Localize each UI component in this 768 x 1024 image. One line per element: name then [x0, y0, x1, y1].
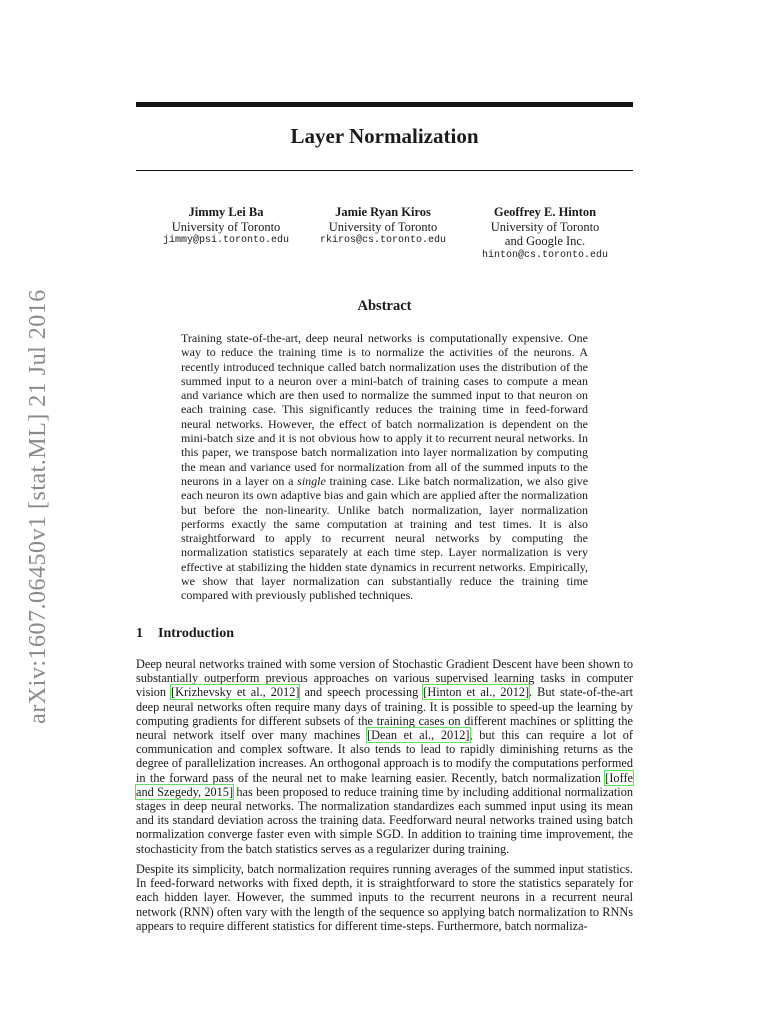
author-affiliation-line-2: and Google Inc.	[504, 234, 586, 248]
author-3	[460, 205, 630, 263]
abstract-emphasis: single	[297, 473, 326, 488]
intro-text: . But state-of-the-art deep neural networks often require many days of training. It is possible to speed-up the learning by computing gradients for different subsets of the training cases on different machines or splitting the neural network itself over many machines	[136, 685, 634, 743]
citation-link[interactable]: [Ioffe and Szegedy, 2015]	[136, 770, 633, 799]
intro-text: , but this can require a lot of communication and complex software. It also tends to lead to rapidly diminishing returns as the degree of parallelization increases. An orthogonal approach is to modify the computations performed in the forward pass of the neural net to make learning easier. Recently, batch normalization	[136, 728, 634, 785]
title-rule-bottom	[136, 170, 633, 171]
abstract-heading: Abstract	[357, 298, 412, 314]
paper-title: Layer Normalization	[290, 124, 479, 148]
author-affiliation: University of Toronto	[328, 219, 438, 234]
author-email: jimmy@psi.toronto.edu	[162, 235, 290, 246]
author-affiliation: University of Toronto	[490, 219, 600, 234]
intro-paragraph-1	[136, 657, 633, 856]
intro-text: has been proposed to reduce training time by including additional normalization stages in deep neural networks. The normalization standardizes each summed input using its mean and its standard deviation across the training data. Feedforward neural networks trained using batch normalization converge faster even with simple SGD. In addition to training time improvement, the stochasticity from the batch statistics serves as a regularizer during training.	[136, 784, 634, 856]
section-heading-introduction	[136, 626, 633, 642]
abstract-text-part-1: Training state-of-the-art, deep neural networks is computationally expensive. One way to reduce the training time is to normalize the activities of the neurons. A recently introduced technique called batch normalization uses the distribution of the summed input to a neuron over a mini-batch of training cases to compute a mean and variance which are then used to normalize the summed input to that neuron on each training case. This significantly reduces the training time in feed-forward neural networks. However, the effect of batch normalization is dependent on the mini-batch size and it is not obvious how to apply it to recurrent neural networks. In this paper, we transpose batch normalization into layer normalization by computing the mean and variance used for normalization from all of the summed inputs to the neurons in a layer on a	[181, 331, 588, 488]
author-name: Jimmy Lei Ba	[188, 205, 264, 219]
author-email: hinton@cs.toronto.edu	[481, 249, 609, 261]
citation-link[interactable]: [Krizhevsky et al., 2012]	[171, 685, 300, 700]
intro-text: Deep neural networks trained with some version of Stochastic Gradient Descent have been shown to substantially outperform previous approaches on various supervised learning tasks in computer vision	[136, 657, 633, 700]
intro-text: and speech processing	[304, 685, 419, 700]
citation-link[interactable]: [Dean et al., 2012]	[367, 728, 470, 743]
intro-paragraph-2: Despite its simplicity, batch normalization requires running averages of the summed input statistics. In feed-forward networks with fixed depth, it is straightforward to store the statistics separately for each hidden layer. However, the summed inputs to the recurrent neurons in a recurrent neural network (RNN) often vary with the length of the sequence so applying batch normalization to RNNs appears to require different statistics for different time-steps. Furthermore, batch normaliza-	[136, 862, 633, 933]
title-rule-top	[136, 102, 633, 107]
citation-link[interactable]: [Hinton et al., 2012]	[423, 685, 530, 700]
abstract-text-part-2: training case. Like batch normalization, we also give each neuron its own adaptive bias and gain which are applied after the normalization but before the non-linearity. Unlike batch normalization, layer normalization performs exactly the same computation at training and test times. It is also straightforward to apply to recurrent neural networks by computing the normalization statistics separately at each time step. Layer normalization is very effective at stabilizing the hidden state dynamics in recurrent networks. Empirically, we show that layer normalization can substantially reduce the training time compared with previously published techniques.	[181, 473, 589, 603]
author-block	[136, 205, 633, 265]
abstract-text	[181, 331, 588, 603]
arxiv-sidebar	[18, 276, 58, 736]
section-title: Introduction	[158, 626, 234, 641]
author-1	[141, 205, 311, 249]
author-email: rkiros@cs.toronto.edu	[319, 235, 447, 246]
author-name: Jamie Ryan Kiros	[335, 205, 431, 219]
author-2	[298, 205, 468, 249]
section-number: 1	[136, 626, 143, 641]
author-name: Geoffrey E. Hinton	[493, 205, 597, 219]
arxiv-identifier: arXiv:1607.06450v1 [stat.ML] 21 Jul 2016	[24, 288, 51, 724]
author-affiliation: University of Toronto	[171, 219, 281, 234]
